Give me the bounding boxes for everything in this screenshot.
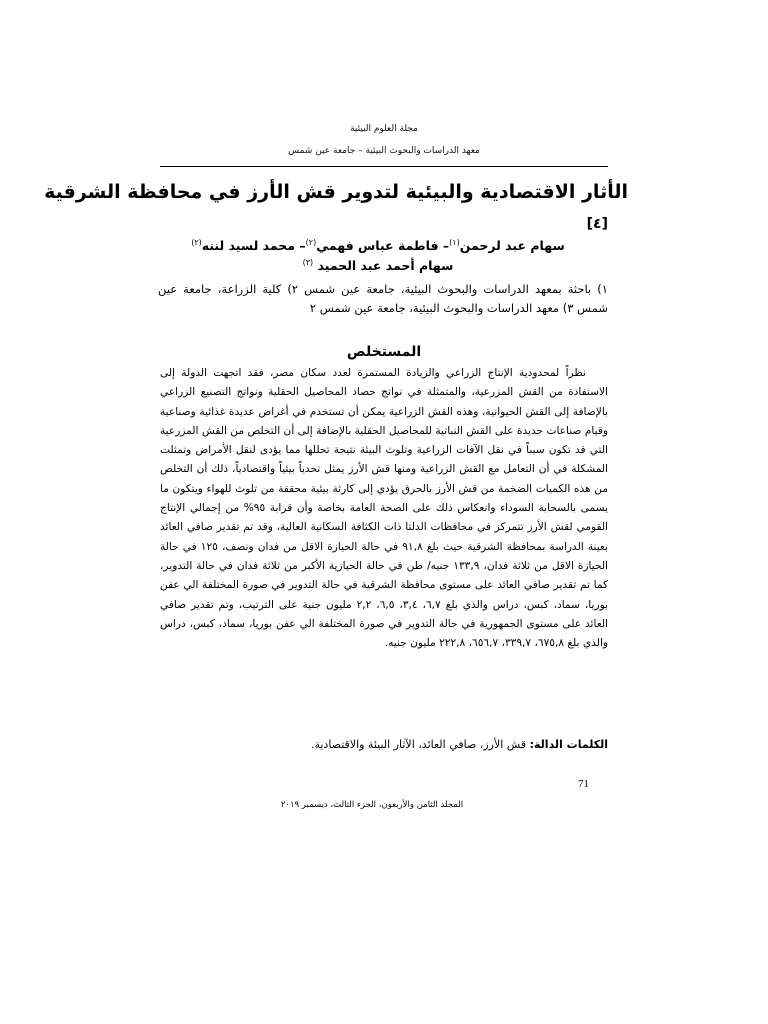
author-line-1: [148, 238, 608, 253]
abstract-heading: المستخلص: [346, 344, 422, 360]
abstract-text: نظراً لمحدودية الإنتاج الزراعي والزيادة المستمرة لعدد سكان مصر، فقد اتجهت الدولة إلى الاستفادة من القش المزرعية، والمتمثلة في نواتج حصاد المحاصيل الحقلية ونواتج التصنيع الزراعي بالإضافة إلى القش الحيوانية، وهذه القش الزراعية يمكن أن تستخدم في أغراض عديدة غذائية وصناعية وقيام صناعات جديدة على القش النباتية للمحاصيل الحقلية بالإضافة إلى أن التخلص من القش المزرعية التي قد تكون سبباً في نقل الآفات الزراعية وتلوث البيئة نتيجة تحللها مما يؤدى لنقل الأمراض وتمثلت المشكلة في أن التعامل مع القش الزراعية ومنها قش الأرز يمثل تحدياً بيئياً واقتصادياً، ذلك أن التخلص من هذه الكميات الضخمة من قش الأرز بالحرق يؤدي إلى كارثة بيئية محققة من تلوث للهواء ويتكون ما يسمى بالسحابة السوداء وانعكاس ذلك على الصحة العامة بخاصة وأن قرابة ٩٥% من إجمالي الإنتاج القومي لقش الأرز تتمركز في محافظات الدلتا ذات الكثافة السكانية العالية، وقد تم تقدير صافي العائد بعينة الدراسة بمحافظة الشرقية حيث بلغ ٩١,٨ في حالة الحيازة الاقل من فدان ونصف، ١٢٥ في حالة الحيازة الاقل من ثلاثة فدان، ١٣٣,٩ جنيه/ طن في حالة الحيازية الأكبر من ثلاثة فدان في حالة التدوير، كما تم تقدير صافي العائد على مستوى محافظة الشرقية في حالة التدوير في صورة المختلفة الي عفن بوريا، سماد، كبس، دراس والذي بلغ ٦,٧، ٣,٤، ٦,٥، ٢,٢ مليون جنية على الترتيب، وتم تقدير صافي العائد على مستوى الجمهورية في حالة التدوير في صورة المختلفة الي عفن بوريا، سماد، كبس، دراس والذي بلغ ٦٧٥,٨، ٣٣٩,٧، ٦٥٦,٧، ٢٢٢,٨ مليون جنيه.: [160, 367, 609, 650]
author-1: سهام عبد لرحمن: [459, 238, 565, 254]
author-3-mark: (٢): [191, 238, 202, 247]
author-4-mark: (٣): [302, 258, 314, 267]
author-4: سهام أحمد عبد الحميد: [317, 258, 454, 274]
author-1-mark: (١): [449, 238, 460, 247]
author-separator: –: [295, 238, 306, 254]
institute-name: معهد الدراسات والبحوث البيئية – جامعة عين شمس: [288, 146, 480, 156]
author-separator: –: [438, 238, 450, 254]
keywords-label: الكلمات الدالة:: [529, 738, 608, 751]
paper-title: الأثار الاقتصادية والبيئية لتدوير قش الأرز في محافظة الشرقية: [44, 181, 628, 203]
affiliations: ١) باحثة بمعهد الدراسات والبحوث البيئية، جامعة عين شمس ٢) كلية الزراعة، جامعة عين شمس ٣) معهد الدراسات والبحوث البيئية، جامعة عين شمس ٢: [158, 282, 608, 315]
keywords: [160, 736, 608, 754]
page-number: 71: [578, 778, 589, 790]
keywords-text: قش الأرز، صافي العائد، الآثار البيئة والاقتصادية.: [310, 738, 530, 751]
author-3: محمد لسيد لننه: [201, 238, 296, 254]
author-2-mark: (٢): [305, 238, 317, 247]
volume-info: المجلد الثامن والأربعون، الجزء الثالث، ديسمبر ٢٠١٩: [280, 800, 464, 810]
paper-number: [٤]: [586, 216, 608, 232]
header-divider: [160, 166, 608, 167]
author-2: فاطمة عباس فهمي: [316, 238, 439, 254]
journal-name: مجلة العلوم البيئية: [350, 124, 418, 134]
author-line-2: [148, 258, 608, 273]
